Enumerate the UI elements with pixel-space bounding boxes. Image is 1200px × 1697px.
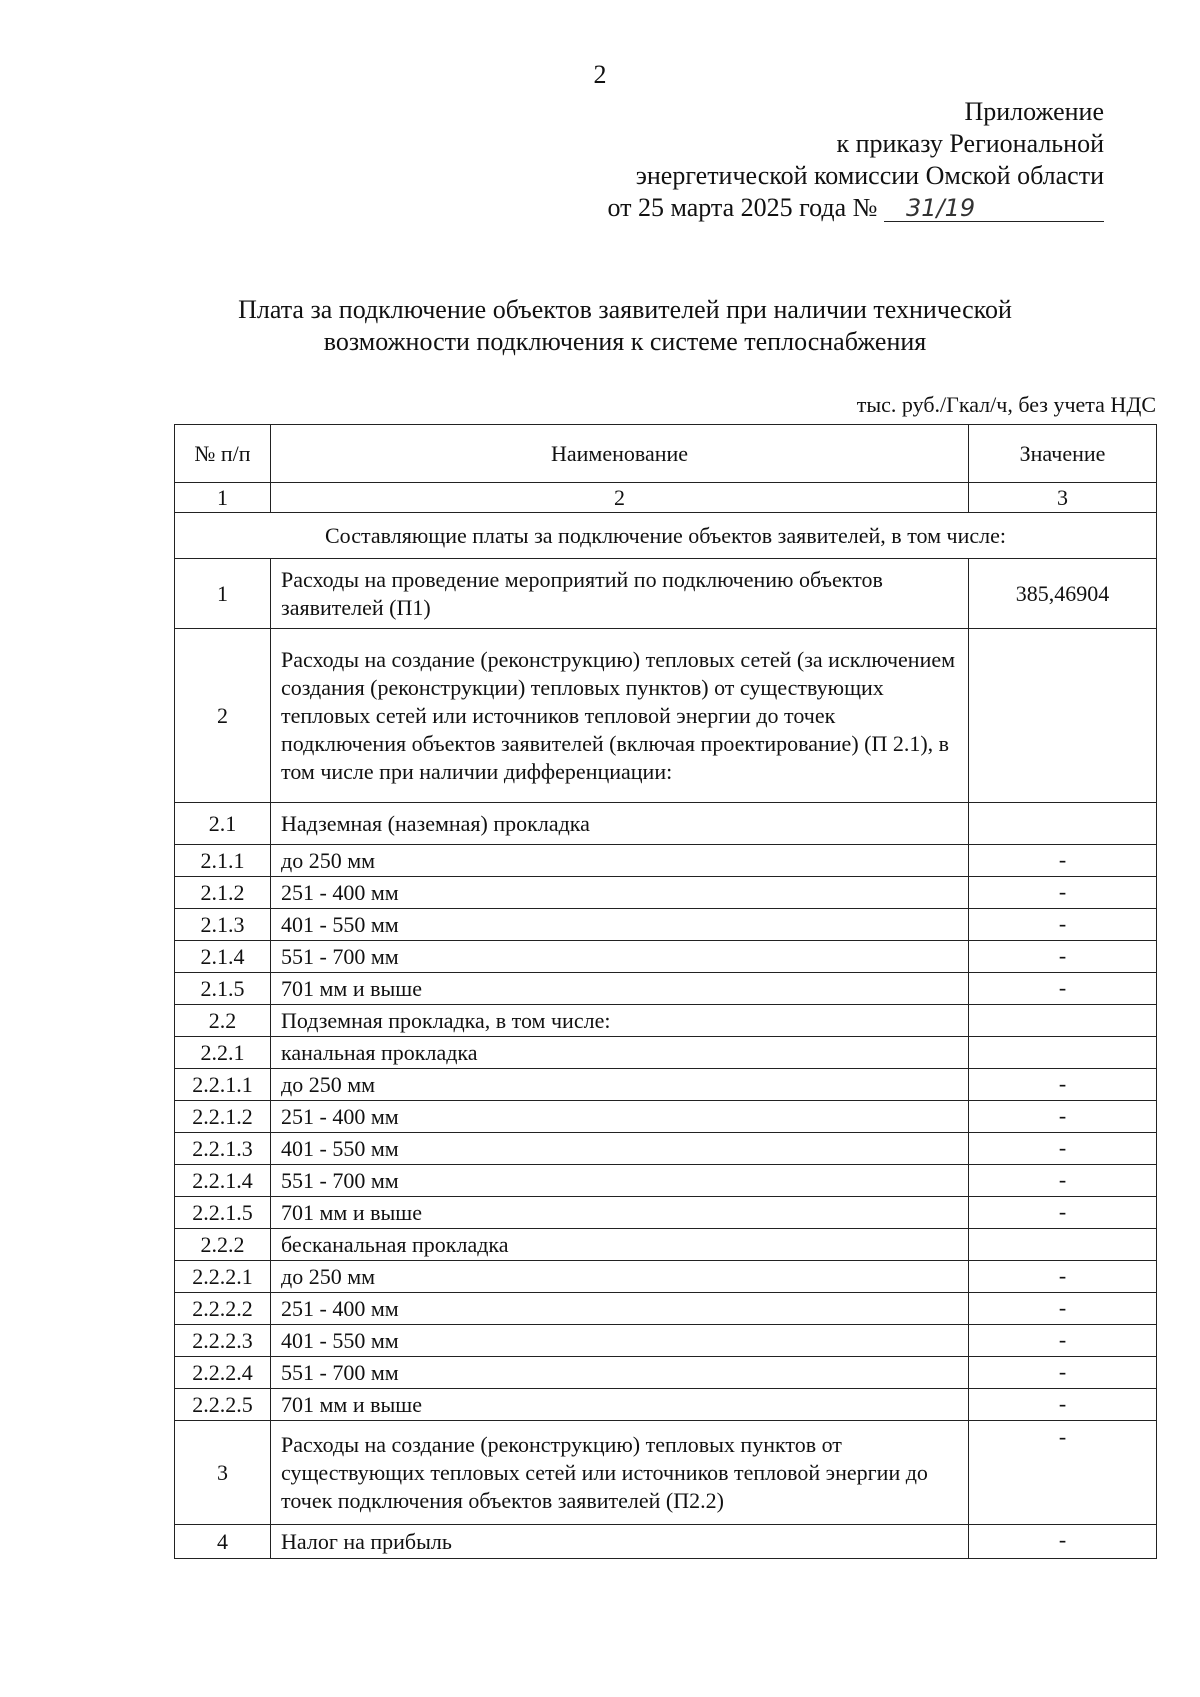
header-number: № п/п bbox=[175, 425, 271, 483]
row-name: 701 мм и выше bbox=[271, 973, 969, 1005]
approval-line-4 bbox=[544, 192, 1104, 224]
row-number: 2.1.3 bbox=[175, 909, 271, 941]
row-value: - bbox=[969, 1525, 1157, 1559]
row-name: бесканальная прокладка bbox=[271, 1229, 969, 1261]
table-index-row bbox=[175, 483, 1157, 513]
row-value: - bbox=[969, 1357, 1157, 1389]
row-value bbox=[969, 803, 1157, 845]
row-number: 3 bbox=[175, 1421, 271, 1525]
row-number: 2.1.2 bbox=[175, 877, 271, 909]
row-name: 551 - 700 мм bbox=[271, 1165, 969, 1197]
row-number: 2.2.1 bbox=[175, 1037, 271, 1069]
row-name: Подземная прокладка, в том числе: bbox=[271, 1005, 969, 1037]
table-row bbox=[175, 941, 1157, 973]
row-name: 551 - 700 мм bbox=[271, 1357, 969, 1389]
table-row bbox=[175, 1293, 1157, 1325]
row-name: 401 - 550 мм bbox=[271, 1325, 969, 1357]
row-value: - bbox=[969, 1293, 1157, 1325]
index-cell-1: 1 bbox=[175, 483, 271, 513]
row-value: 385,46904 bbox=[969, 559, 1157, 629]
table-row bbox=[175, 803, 1157, 845]
document-title-line-2: возможности подключения к системе теплоснабжения bbox=[323, 327, 927, 356]
table-header-row bbox=[175, 425, 1157, 483]
row-value: - bbox=[969, 1421, 1157, 1525]
row-number: 2.1 bbox=[175, 803, 271, 845]
table-row bbox=[175, 973, 1157, 1005]
row-value: - bbox=[969, 1069, 1157, 1101]
row-number: 2.1.4 bbox=[175, 941, 271, 973]
row-value: - bbox=[969, 1325, 1157, 1357]
order-number-handwritten: 31/19 bbox=[884, 195, 1104, 222]
table-row bbox=[175, 1165, 1157, 1197]
row-value: - bbox=[969, 1165, 1157, 1197]
table-row bbox=[175, 1229, 1157, 1261]
row-name: до 250 мм bbox=[271, 1261, 969, 1293]
row-name: 401 - 550 мм bbox=[271, 909, 969, 941]
row-name: Расходы на проведение мероприятий по подключению объектов заявителей (П1) bbox=[271, 559, 969, 629]
table-row bbox=[175, 877, 1157, 909]
table-row bbox=[175, 1037, 1157, 1069]
index-cell-2: 2 bbox=[271, 483, 969, 513]
row-number: 2.2.2 bbox=[175, 1229, 271, 1261]
table-row bbox=[175, 1525, 1157, 1559]
row-value: - bbox=[969, 973, 1157, 1005]
index-cell-3: 3 bbox=[969, 483, 1157, 513]
row-name: 251 - 400 мм bbox=[271, 1101, 969, 1133]
header-name: Наименование bbox=[271, 425, 969, 483]
row-value: - bbox=[969, 1389, 1157, 1421]
row-name: 401 - 550 мм bbox=[271, 1133, 969, 1165]
header-value: Значение bbox=[969, 425, 1157, 483]
units-note: тыс. руб./Гкал/ч, без учета НДС bbox=[856, 392, 1156, 417]
row-number: 2.2.2.5 bbox=[175, 1389, 271, 1421]
table-row bbox=[175, 559, 1157, 629]
table-row bbox=[175, 1069, 1157, 1101]
row-number: 2.1.1 bbox=[175, 845, 271, 877]
order-date: от 25 марта 2025 года № bbox=[607, 193, 878, 222]
table-row bbox=[175, 1421, 1157, 1525]
approval-line-2: к приказу Региональной bbox=[836, 129, 1104, 158]
row-name: канальная прокладка bbox=[271, 1037, 969, 1069]
row-value: - bbox=[969, 909, 1157, 941]
table-row bbox=[175, 1005, 1157, 1037]
table-row bbox=[175, 1261, 1157, 1293]
row-name: Расходы на создание (реконструкцию) тепловых сетей (за исключением создания (реконструкции) тепловых пунктов) от существующих тепловых сетей или источников тепловой энергии до точек подключения объектов заявителей (включая проектирование) (П 2.1), в том числе при наличии дифференциации: bbox=[271, 629, 969, 803]
table-row bbox=[175, 845, 1157, 877]
row-value: - bbox=[969, 877, 1157, 909]
row-number: 2 bbox=[175, 629, 271, 803]
row-value bbox=[969, 629, 1157, 803]
table-row bbox=[175, 909, 1157, 941]
table-row bbox=[175, 1133, 1157, 1165]
table-section-row bbox=[175, 513, 1157, 559]
row-number: 2.2.2.1 bbox=[175, 1261, 271, 1293]
approval-line-3: энергетической комиссии Омской области bbox=[635, 161, 1104, 190]
row-number: 2.2.1.3 bbox=[175, 1133, 271, 1165]
tariff-table bbox=[174, 424, 1157, 1559]
row-number: 2.2.1.4 bbox=[175, 1165, 271, 1197]
row-name: Налог на прибыль bbox=[271, 1525, 969, 1559]
row-value: - bbox=[969, 1101, 1157, 1133]
row-number: 1 bbox=[175, 559, 271, 629]
row-value: - bbox=[969, 1261, 1157, 1293]
table-row bbox=[175, 629, 1157, 803]
row-name: 551 - 700 мм bbox=[271, 941, 969, 973]
row-name: до 250 мм bbox=[271, 1069, 969, 1101]
row-number: 2.2.2.4 bbox=[175, 1357, 271, 1389]
row-name: 251 - 400 мм bbox=[271, 1293, 969, 1325]
table-row bbox=[175, 1101, 1157, 1133]
row-value: - bbox=[969, 1197, 1157, 1229]
row-value: - bbox=[969, 1133, 1157, 1165]
table-row bbox=[175, 1389, 1157, 1421]
row-name: 701 мм и выше bbox=[271, 1389, 969, 1421]
row-number: 2.2.1.2 bbox=[175, 1101, 271, 1133]
approval-block bbox=[544, 96, 1104, 224]
row-number: 2.2.1.1 bbox=[175, 1069, 271, 1101]
row-value bbox=[969, 1229, 1157, 1261]
row-value: - bbox=[969, 845, 1157, 877]
table-row bbox=[175, 1357, 1157, 1389]
row-name: Надземная (наземная) прокладка bbox=[271, 803, 969, 845]
page-number: 2 bbox=[593, 60, 607, 89]
row-number: 2.2 bbox=[175, 1005, 271, 1037]
row-value: - bbox=[969, 941, 1157, 973]
row-name: до 250 мм bbox=[271, 845, 969, 877]
row-name: Расходы на создание (реконструкцию) тепловых пунктов от существующих тепловых сетей или источников тепловой энергии до точек подключения объектов заявителей (П2.2) bbox=[271, 1421, 969, 1525]
document-title bbox=[160, 294, 1090, 358]
row-number: 2.1.5 bbox=[175, 973, 271, 1005]
approval-line-1: Приложение bbox=[964, 97, 1104, 126]
section-caption: Составляющие платы за подключение объектов заявителей, в том числе: bbox=[175, 513, 1157, 559]
row-number: 2.2.1.5 bbox=[175, 1197, 271, 1229]
row-value bbox=[969, 1037, 1157, 1069]
table-row bbox=[175, 1325, 1157, 1357]
row-number: 4 bbox=[175, 1525, 271, 1559]
row-name: 701 мм и выше bbox=[271, 1197, 969, 1229]
document-title-line-1: Плата за подключение объектов заявителей при наличии технической bbox=[238, 295, 1012, 324]
row-number: 2.2.2.2 bbox=[175, 1293, 271, 1325]
row-number: 2.2.2.3 bbox=[175, 1325, 271, 1357]
table-row bbox=[175, 1197, 1157, 1229]
row-value bbox=[969, 1005, 1157, 1037]
row-name: 251 - 400 мм bbox=[271, 877, 969, 909]
